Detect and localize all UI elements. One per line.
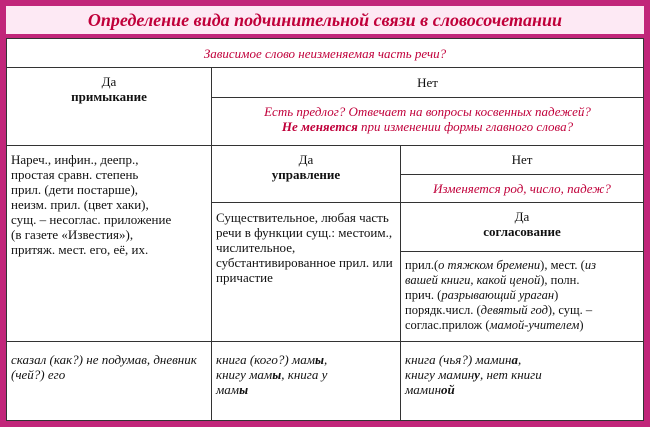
govern-example-line-1: книга (кого?) мамы, [216, 352, 328, 367]
agree-example-line-1: книга (чья?) мамина, [405, 352, 522, 367]
question-3-text: Изменяется род, число, падеж? [433, 181, 611, 196]
agree-line-1: прил.(о тяжком бремени), мест. (из [405, 258, 596, 272]
no-label: Нет [417, 75, 438, 90]
question-2-rest: при изменении формы главного слова? [357, 119, 574, 134]
yes-agree-header [400, 202, 644, 252]
no-label-2: Нет [511, 152, 533, 167]
agree-line-3: прич. (разрывающий ураган) [405, 288, 559, 302]
agree-example-line-3: маминой [405, 382, 455, 397]
adjoin-item: (в газете «Известия»), [11, 227, 134, 242]
yes-label: Да [101, 74, 117, 89]
agree-line-5: соглас.прилож (мамой-учителем) [405, 318, 584, 332]
govern-description-cell [211, 202, 401, 342]
agree-line-4: порядк.числ. (девятый год), сущ. – [405, 303, 593, 317]
question-2-cell [211, 97, 644, 146]
agree-line-2: вашей книги, какой ценой), полн. [405, 273, 580, 287]
yes-label-3: Да [514, 209, 530, 224]
govern-description: Существительное, любая часть речи в функции сущ.: местоим., числительное, субстантивированное прил. или причастие [216, 210, 393, 285]
yes-govern-header [211, 145, 401, 203]
agree-list-cell [400, 251, 644, 342]
agree-example-cell [400, 341, 644, 421]
adjoin-item: Нареч., инфин., деепр., [11, 152, 139, 167]
adjoin-example: сказал (как?) не подумав, дневник (чей?) его [11, 352, 197, 382]
no-header [211, 67, 644, 98]
adjoin-example-cell [6, 341, 212, 421]
adjoin-item: неизм. прил. (цвет хаки), [11, 197, 149, 212]
adjoin-list-cell [6, 145, 212, 342]
adjoin-item: притяж. мест. его, её, их. [11, 242, 149, 257]
no-header-2 [400, 145, 644, 175]
yes-label-2: Да [298, 152, 314, 167]
adjoin-type: примыкание [71, 89, 147, 104]
question-2-line1: Есть предлог? Отвечает на вопросы косвенных падежей? [264, 104, 591, 119]
agree-example-line-2: книгу мамину, нет книги [405, 367, 542, 382]
question-2-bold: Не меняется [281, 119, 358, 134]
yes-adjoin-header [6, 67, 212, 146]
adjoin-item: прил. (дети постарше), [11, 182, 139, 197]
question-1-cell [6, 38, 644, 68]
adjoin-item: простая сравн. степень [11, 167, 139, 182]
question-3-cell [400, 174, 644, 203]
govern-example-line-2: книгу мамы, книга у [216, 367, 328, 382]
question-1-text: Зависимое слово неизменяемая часть речи? [203, 46, 447, 61]
decision-table [6, 38, 644, 421]
agree-type: согласование [483, 224, 561, 239]
adjoin-item: сущ. – несоглас. приложение [11, 212, 172, 227]
govern-type: управление [271, 167, 341, 182]
govern-example-cell [211, 341, 401, 421]
page-title: Определение вида подчинительной связи в словосочетании [6, 6, 644, 36]
govern-example-line-3: мамы [216, 382, 249, 397]
